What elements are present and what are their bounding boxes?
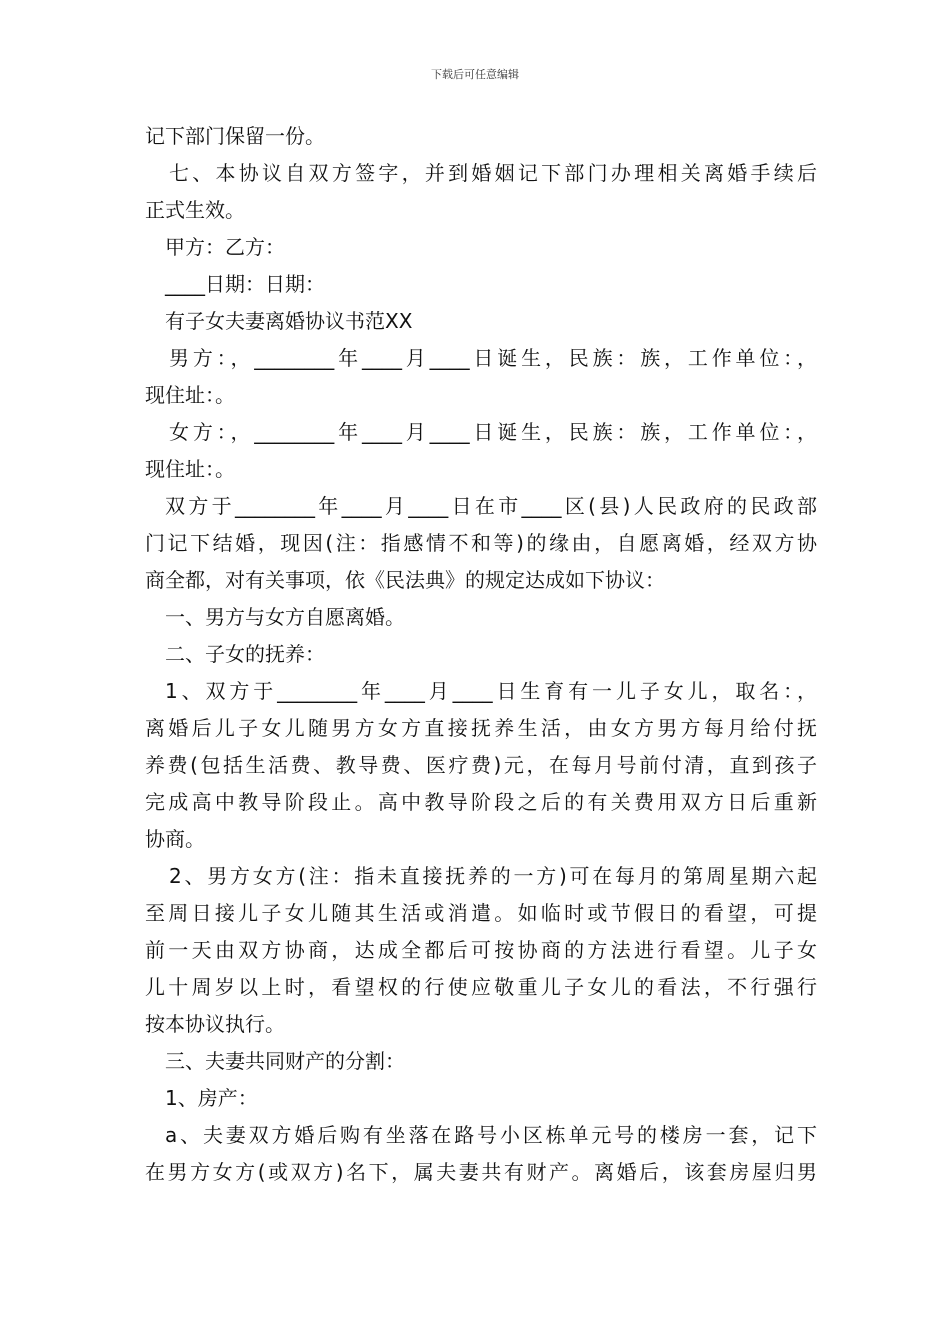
paragraph-line: 双方于________年____月____日在市____区(县)人民政府的民政部 (165, 494, 817, 518)
paragraph-line: 离婚后儿子女儿随男方女方直接抚养生活，由女方男方每月给付抚 (145, 716, 817, 740)
page-header: 下载后可任意编辑 (431, 68, 519, 81)
paragraph-line: 在男方女方(或双方)名下，属夫妻共有财产。离婚后，该套房屋归男 (145, 1160, 817, 1184)
paragraph-line: 一、男方与女方自愿离婚。 (165, 605, 405, 629)
paragraph-line: 正式生效。 (145, 198, 245, 222)
paragraph-line: 至周日接儿子女儿随其生活或消遣。如临时或节假日的看望，可提 (145, 901, 817, 925)
paragraph-line: 有子女夫妻离婚协议书范XX (165, 309, 413, 333)
paragraph-line: 商全都，对有关事项，依《民法典》的规定达成如下协议： (145, 568, 665, 592)
paragraph-line: 1、双方于________年____月____日生育有一儿子女儿，取名：， (165, 679, 817, 703)
paragraph-line: 甲方：乙方： (165, 235, 285, 259)
paragraph-line: 2、男方女方(注：指未直接抚养的一方)可在每月的第周星期六起 (169, 864, 817, 888)
paragraph-line: 女方：，________年____月____日诞生，民族：族，工作单位：， (169, 420, 817, 444)
paragraph-line: 男方：，________年____月____日诞生，民族：族，工作单位：， (169, 346, 817, 370)
paragraph-line: 二、子女的抚养： (165, 642, 325, 666)
paragraph-line: ____日期：日期： (165, 272, 325, 296)
paragraph-line: 儿十周岁以上时，看望权的行使应敬重儿子女儿的看法，不行强行 (145, 975, 817, 999)
paragraph-line: 三、夫妻共同财产的分割： (165, 1049, 405, 1073)
paragraph-line: 1、房产： (165, 1086, 258, 1110)
paragraph-line: 协商。 (145, 827, 205, 851)
paragraph-line: 现住址：。 (145, 457, 235, 481)
paragraph-line: a、夫妻双方婚后购有坐落在路号小区栋单元号的楼房一套，记下 (165, 1123, 817, 1147)
paragraph-line: 养费(包括生活费、教导费、医疗费)元，在每月号前付清，直到孩子 (145, 753, 817, 777)
paragraph-line: 前一天由双方协商，达成全都后可按协商的方法进行看望。儿子女 (145, 938, 817, 962)
paragraph-line: 七、本协议自双方签字，并到婚姻记下部门办理相关离婚手续后 (169, 161, 817, 185)
paragraph-line: 完成高中教导阶段止。高中教导阶段之后的有关费用双方日后重新 (145, 790, 817, 814)
paragraph-line: 记下部门保留一份。 (145, 124, 325, 148)
paragraph-line: 现住址：。 (145, 383, 235, 407)
paragraph-line: 按本协议执行。 (145, 1012, 285, 1036)
document-body (145, 118, 817, 1191)
paragraph-line: 门记下结婚，现因(注：指感情不和等)的缘由，自愿离婚，经双方协 (145, 531, 817, 555)
